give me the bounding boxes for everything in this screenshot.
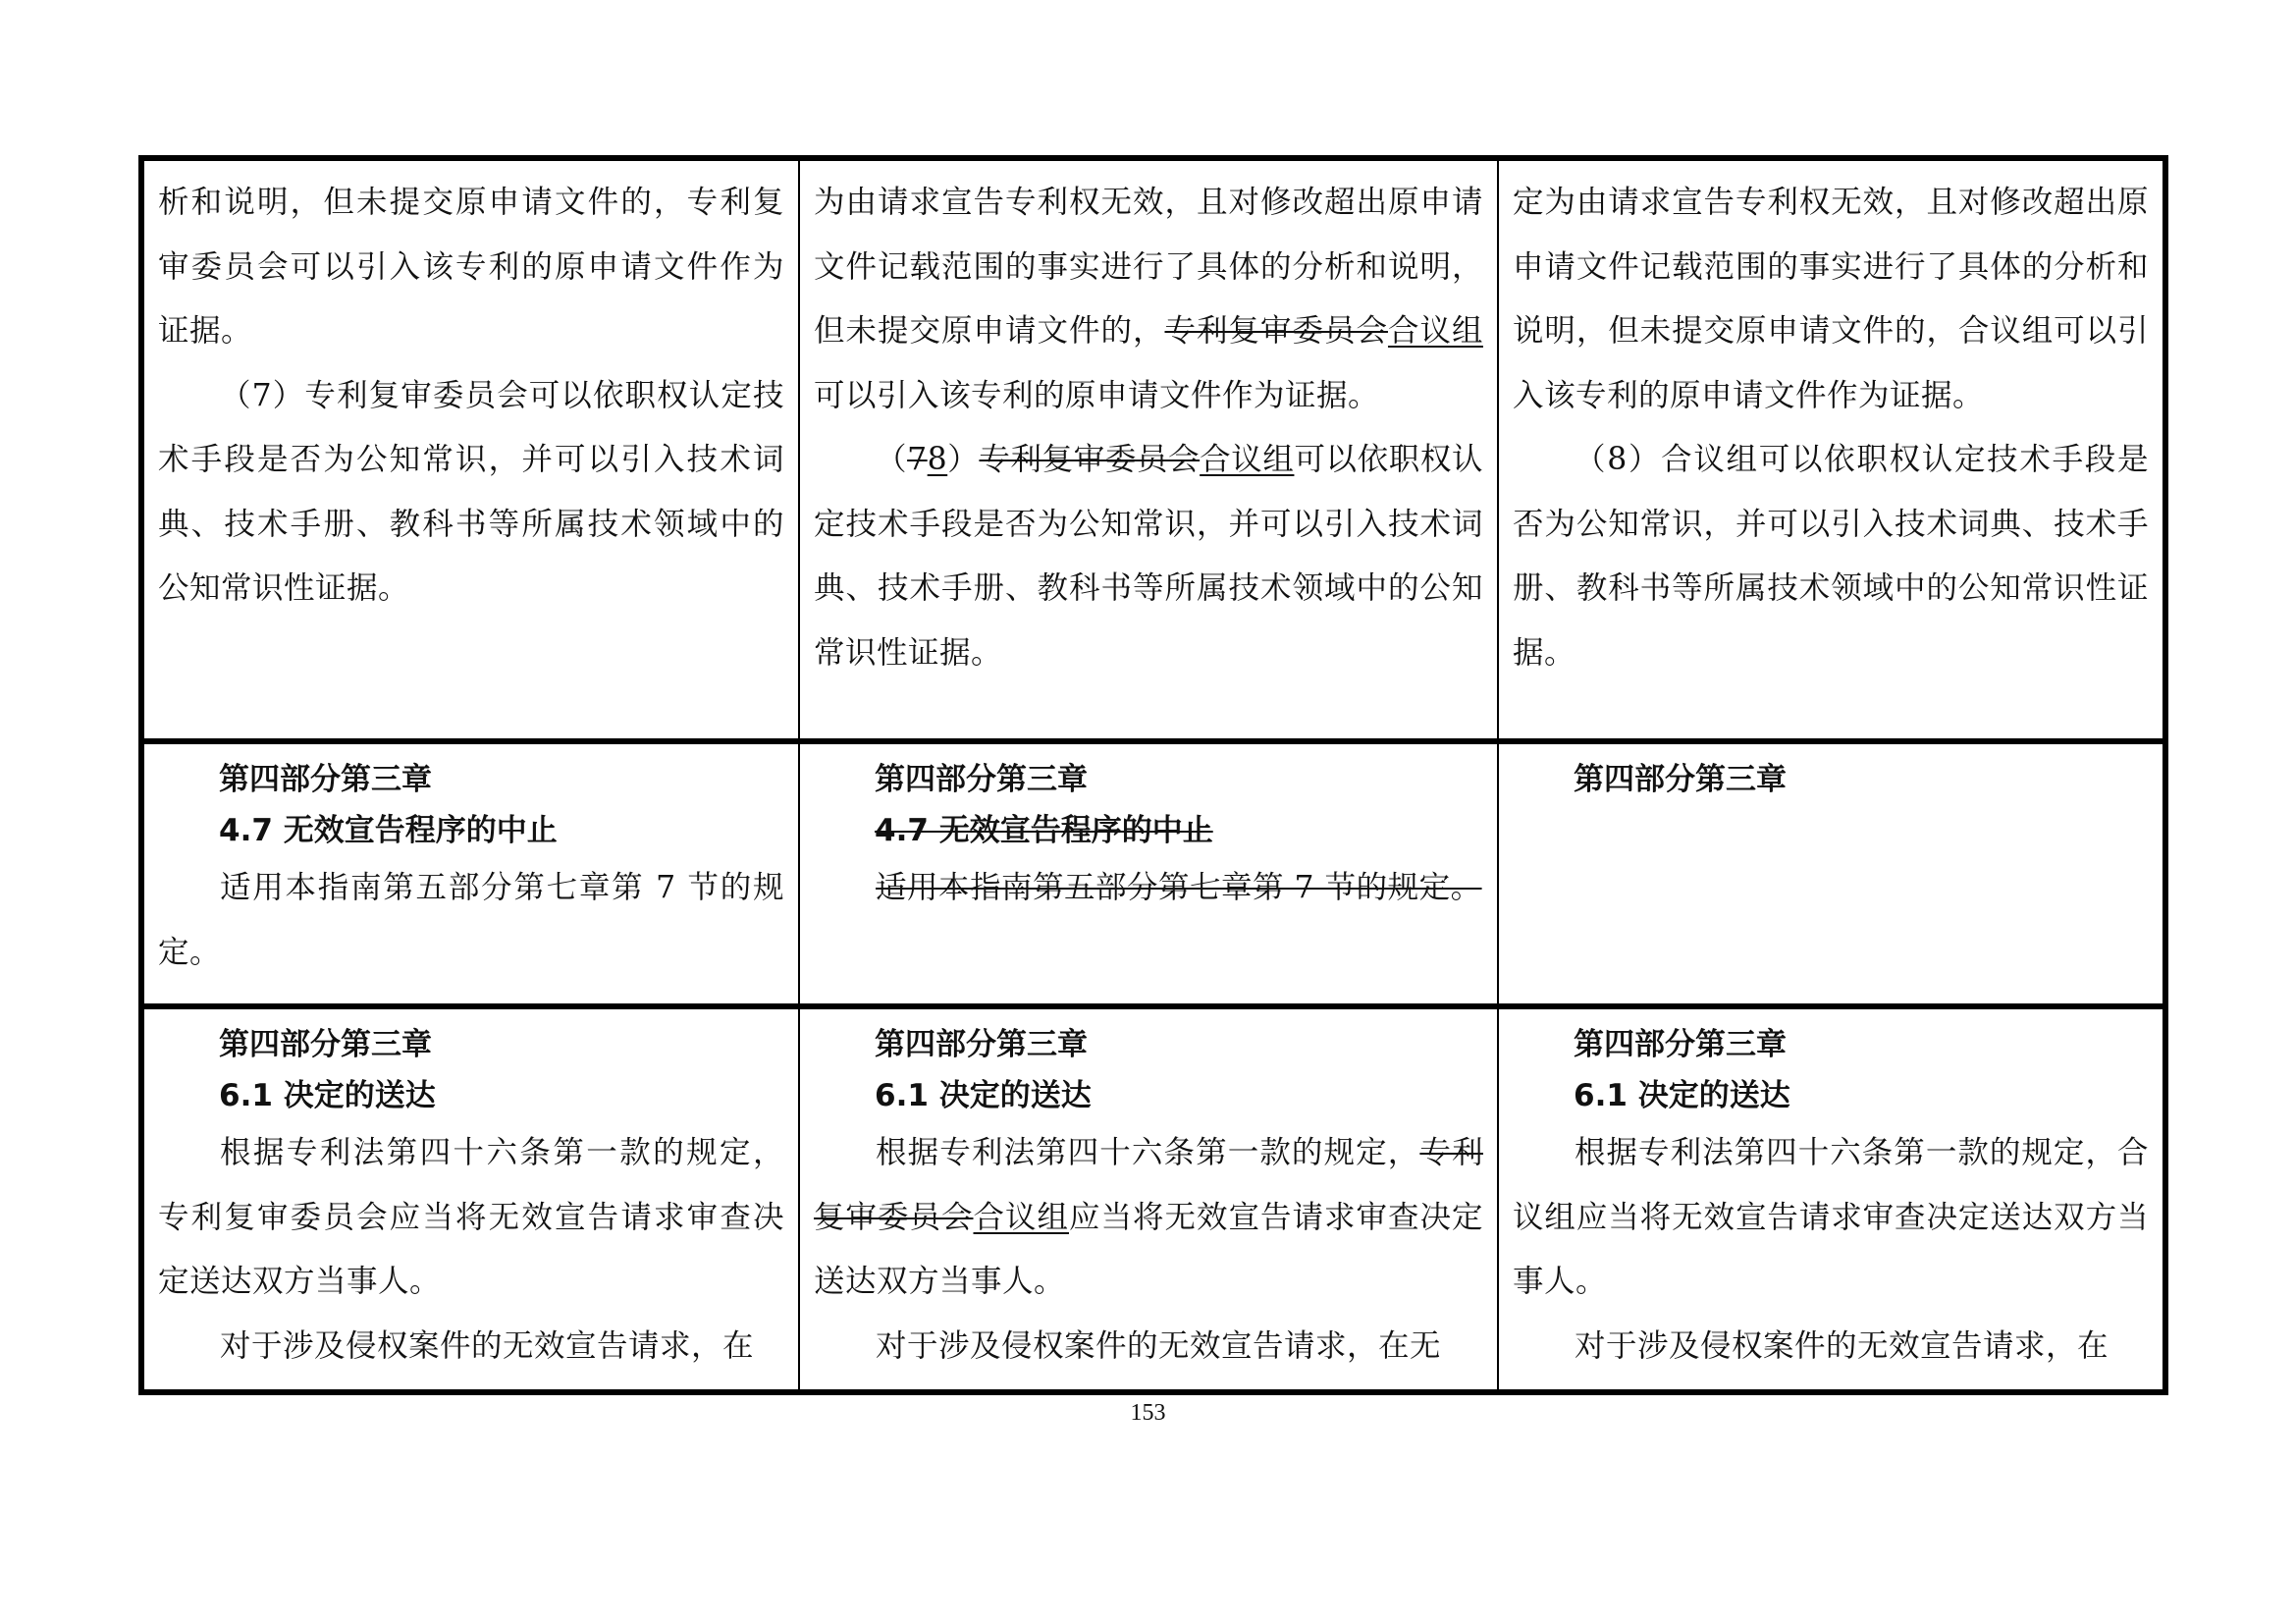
deleted-text: 7 [907, 442, 928, 477]
paragraph [814, 856, 1483, 921]
chapter-heading: 第四部分第三章 [1574, 1027, 1787, 1062]
revised-text-cell [1499, 1009, 2163, 1389]
section-heading: 6.1 决定的送达 [875, 1078, 1092, 1113]
chapter-heading: 第四部分第三章 [219, 1027, 432, 1062]
paragraph: 对于涉及侵权案件的无效宣告请求，在无 [876, 1327, 1442, 1364]
paragraph: 对于涉及侵权案件的无效宣告请求，在 [1575, 1327, 2109, 1364]
deleted-text: 专利复审委员会 [1164, 313, 1388, 349]
paragraph [814, 1121, 1483, 1315]
table-row-1 [144, 161, 2163, 744]
paragraph: 定为由请求宣告专利权无效，且对修改超出原申请文件记载范围的事实进行了具体的分析和说明，但未提交原申请文件的，合议组可以引入该专利的原申请文件作为证据。 [1513, 185, 2149, 413]
text-run: 可以引入该专利的原申请文件作为证据。 [814, 377, 1380, 413]
chapter-heading: 第四部分第三章 [219, 762, 432, 797]
section-heading: 6.1 决定的送达 [219, 1078, 436, 1113]
paragraph: 析和说明，但未提交原申请文件的，专利复审委员会可以引入该专利的原申请文件作为证据。 [158, 185, 784, 349]
revised-text-cell [1499, 744, 2163, 1003]
paragraph: 根据专利法第四十六条第一款的规定，合议组应当将无效宣告请求审查决定送达双方当事人。 [1513, 1135, 2149, 1299]
deleted-text: 适用本指南第五部分第七章第 7 节的规定。 [876, 870, 1482, 905]
text-run: ） [947, 442, 980, 477]
page-number: 153 [1130, 1400, 1166, 1426]
inserted-text: 8 [927, 442, 948, 477]
paragraph: （8）合议组可以依职权认定技术手段是否为公知常识，并可以引入技术词典、技术手册、教科书等所属技术领域中的公知常识性证据。 [1513, 442, 2149, 671]
original-text-cell [144, 744, 800, 1003]
paragraph [814, 428, 1483, 685]
deleted-text: 专利复审委员会 [814, 1135, 1483, 1235]
inserted-text: 合议组 [1387, 313, 1483, 349]
section-heading: 4.7 无效宣告程序的中止 [219, 813, 558, 848]
chapter-heading: 第四部分第三章 [875, 1027, 1088, 1062]
original-text-cell [144, 1009, 800, 1389]
inserted-text: 合议组 [973, 1199, 1069, 1235]
revision-text-cell [800, 1009, 1499, 1389]
paragraph [814, 171, 1483, 428]
table-row-2 [144, 744, 2163, 1009]
text-run: 应当将无效宣告请求审查决定送达双方当事人。 [814, 1199, 1483, 1299]
text-run: 可以依职权认定技术手段是否为公知常识，并可以引入技术词典、技术手册、教科书等所属技术领域中的公知常识性证据。 [814, 442, 1483, 671]
deleted-text: 专利复审委员会 [979, 442, 1201, 477]
text-run: （ [876, 442, 908, 477]
deleted-text: 4.7 无效宣告程序的中止 [875, 813, 1213, 848]
revision-text-cell [800, 161, 1499, 738]
original-text-cell [144, 161, 800, 738]
inserted-text: 合议组 [1200, 442, 1295, 477]
paragraph: （7）专利复审委员会可以依职权认定技术手段是否为公知常识，并可以引入技术词典、技术手册、教科书等所属技术领域中的公知常识性证据。 [158, 377, 784, 606]
text-run: 根据专利法第四十六条第一款的规定， [876, 1135, 1420, 1170]
paragraph: 适用本指南第五部分第七章第 7 节的规定。 [158, 870, 784, 970]
text-run: 为由请求宣告专利权无效，且对修改超出原申请文件记载范围的事实进行了具体的分析和说明，但未提交原申请文件的， [814, 185, 1483, 349]
section-heading [814, 805, 1483, 856]
chapter-heading: 第四部分第三章 [1574, 762, 1787, 797]
section-heading: 6.1 决定的送达 [1574, 1078, 1790, 1113]
revision-text-cell [800, 744, 1499, 1003]
comparison-table [138, 155, 2168, 1395]
table-row-3 [144, 1009, 2163, 1389]
paragraph: 对于涉及侵权案件的无效宣告请求，在 [220, 1327, 755, 1364]
revised-text-cell [1499, 161, 2163, 738]
chapter-heading: 第四部分第三章 [875, 762, 1088, 797]
paragraph: 根据专利法第四十六条第一款的规定，专利复审委员会应当将无效宣告请求审查决定送达双方当事人。 [158, 1135, 784, 1299]
